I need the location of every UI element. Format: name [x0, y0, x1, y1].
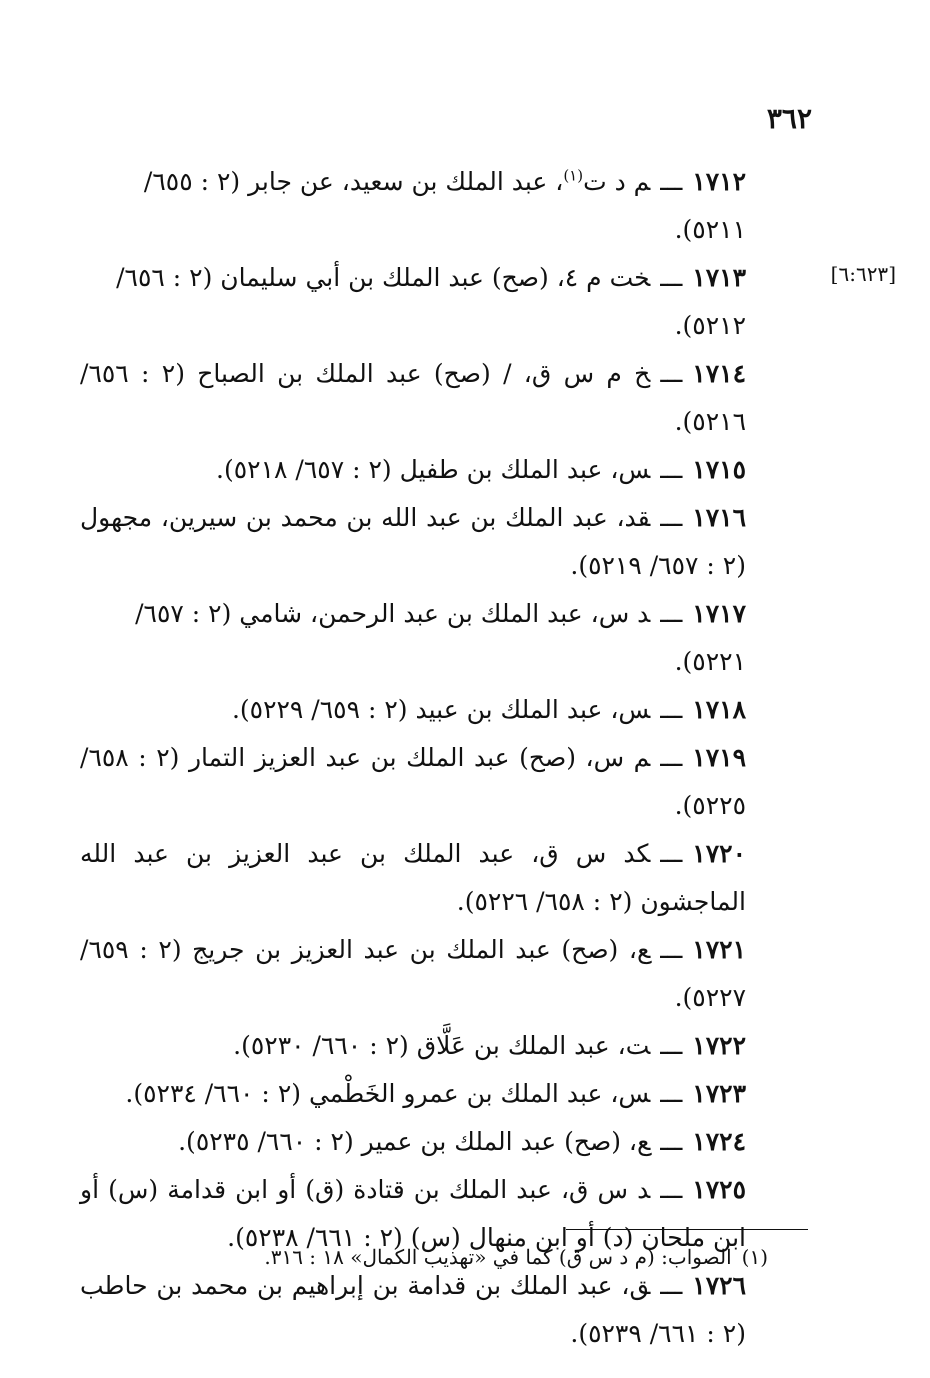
entry-1722: ١٧٢٢ـــت، عبد الملك بن عَلَّاق (٢ : ٦٦٠/ ٥٢٣٠). [233, 1031, 746, 1060]
entry-number: ١٧٢٠ [692, 839, 746, 868]
entry-text: م د ت [583, 167, 651, 196]
footnote-text: الصواب: (م د س ق) كما في «تهذيب الكمال» ١٨ : ٣١٦. [264, 1245, 732, 1269]
entry-1721: ١٧٢١ـــع، (صح) عبد الملك بن عبد العزيز بن جريج (٢ : ٦٥٩/ ٥٢٢٧). [80, 935, 746, 1012]
entry-number: ١٧٢٦ [692, 1271, 746, 1300]
entry-text: خ م س ق، / (صح) عبد الملك بن الصباح (٢ : ٦٥٦/ ٥٢١٦). [80, 359, 746, 436]
entry-number: ١٧٢٥ [692, 1175, 746, 1204]
entry-1724: ١٧٢٤ـــع، (صح) عبد الملك بن عمير (٢ : ٦٦٠/ ٥٢٣٥). [178, 1127, 746, 1156]
entry-text: س، عبد الملك بن عبيد (٢ : ٦٥٩/ ٥٢٢٩). [231, 695, 651, 724]
entry-text: س، عبد الملك بن طفيل (٢ : ٦٥٧/ ٥٢١٨). [216, 455, 651, 484]
entry-1712: ١٧١٢ـــم د ت$^{(١)}$، عبد الملك بن سعيد، عن جابر (٢ : ٦٥٥/ ٥٢١١). [143, 166, 746, 244]
page-number: ٣٦٢ [766, 102, 812, 135]
entry-1723: ١٧٢٣ـــس، عبد الملك بن عمرو الخَطْمي (٢ : ٦٦٠/ ٥٢٣٤). [125, 1079, 746, 1108]
entry-1726: ١٧٢٦ـــق، عبد الملك بن قدامة بن إبراهيم بن محمد بن حاطب (٢ : ٦٦١/ ٥٢٣٩). [80, 1271, 746, 1348]
entry-text: قد، عبد الملك بن عبد الله بن محمد بن سيرين، مجهول (٢ : ٦٥٧/ ٥٢١٩). [80, 503, 746, 580]
footnote-divider [566, 1229, 808, 1230]
entry-text: د س ق، عبد الملك بن قتادة (ق) أو ابن قدامة (س) أو ابن ملحان (د) أو ابن منهال (س) (٢ : ٦٦١/ ٥٢٣٨). [80, 1175, 746, 1252]
entry-number: ١٧١٨ [692, 695, 746, 724]
entry-1716: ١٧١٦ـــقد، عبد الملك بن عبد الله بن محمد بن سيرين، مجهول (٢ : ٦٥٧/ ٥٢١٩). [80, 503, 746, 580]
entry-number: ١٧٢١ [692, 935, 746, 964]
footnote-marker: (١) [741, 1245, 768, 1269]
entry-text: س، عبد الملك بن عمرو الخَطْمي (٢ : ٦٦٠/ ٥٢٣٤). [125, 1079, 651, 1108]
entries-list [80, 158, 808, 1358]
entry-text: ق، عبد الملك بن قدامة بن إبراهيم بن محمد بن حاطب (٢ : ٦٦١/ ٥٢٣٩). [80, 1271, 746, 1348]
entry-1713: ١٧١٣ـــخت م ٤، (صح) عبد الملك بن أبي سليمان (٢ : ٦٥٦/ ٥٢١٢). [116, 263, 746, 340]
entry-number: ١٧٢٤ [692, 1127, 746, 1156]
entry-text: خت م ٤، (صح) عبد الملك بن أبي سليمان (٢ : ٦٥٦/ ٥٢١٢). [116, 263, 746, 340]
entry-number: ١٧٢٢ [692, 1031, 746, 1060]
entry-number: ١٧١٦ [692, 503, 746, 532]
entry-1725: ١٧٢٥ـــد س ق، عبد الملك بن قتادة (ق) أو ابن قدامة (س) أو ابن ملحان (د) أو ابن منهال (س) (٢ : ٦٦١/ ٥٢٣٨). [80, 1175, 746, 1252]
footnote-reference: (١) [563, 166, 584, 185]
entry-1717: ١٧١٧ـــد س، عبد الملك بن عبد الرحمن، شامي (٢ : ٦٥٧/ ٥٢٢١). [135, 599, 746, 676]
entry-number: ١٧١٥ [692, 455, 746, 484]
entry-number: ١٧١٧ [692, 599, 746, 628]
entry-1718: ١٧١٨ـــس، عبد الملك بن عبيد (٢ : ٦٥٩/ ٥٢٢٩). [231, 695, 746, 724]
entry-text-continued: ، عبد الملك بن سعيد، عن جابر (٢ : ٦٥٥/ ٥٢١١). [143, 167, 746, 244]
entry-text: م س، (صح) عبد الملك بن عبد العزيز التمار (٢ : ٦٥٨/ ٥٢٢٥). [80, 743, 746, 820]
entry-1715: ١٧١٥ـــس، عبد الملك بن طفيل (٢ : ٦٥٧/ ٥٢١٨). [216, 455, 746, 484]
entry-number: ١٧١٣ [692, 263, 746, 292]
entry-1714: ١٧١٤ـــخ م س ق، / (صح) عبد الملك بن الصباح (٢ : ٦٥٦/ ٥٢١٦). [80, 359, 747, 436]
entry-text: ت، عبد الملك بن عَلَّاق (٢ : ٦٦٠/ ٥٢٣٠). [233, 1031, 651, 1060]
entry-1719: ١٧١٩ـــم س، (صح) عبد الملك بن عبد العزيز التمار (٢ : ٦٥٨/ ٥٢٢٥). [80, 743, 746, 820]
footnote [200, 1240, 768, 1274]
entry-number: ١٧١٤ [692, 359, 747, 388]
entry-text: ع، (صح) عبد الملك بن عبد العزيز بن جريج (٢ : ٦٥٩/ ٥٢٢٧). [80, 935, 746, 1012]
entry-text: ع، (صح) عبد الملك بن عمير (٢ : ٦٦٠/ ٥٢٣٥). [178, 1127, 651, 1156]
entry-1720: ١٧٢٠ـــكد س ق، عبد الملك بن عبد العزيز بن عبد الله الماجشون (٢ : ٦٥٨/ ٥٢٢٦). [80, 839, 746, 916]
margin-reference: [٦:٦٢٣] [830, 262, 896, 286]
entry-text: كد س ق، عبد الملك بن عبد العزيز بن عبد الله الماجشون (٢ : ٦٥٨/ ٥٢٢٦). [80, 839, 746, 916]
entry-text: د س، عبد الملك بن عبد الرحمن، شامي (٢ : ٦٥٧/ ٥٢٢١). [135, 599, 746, 676]
entry-number: ١٧١٩ [692, 743, 746, 772]
entry-number: ١٧١٢ [692, 167, 746, 196]
entry-number: ١٧٢٣ [692, 1079, 746, 1108]
